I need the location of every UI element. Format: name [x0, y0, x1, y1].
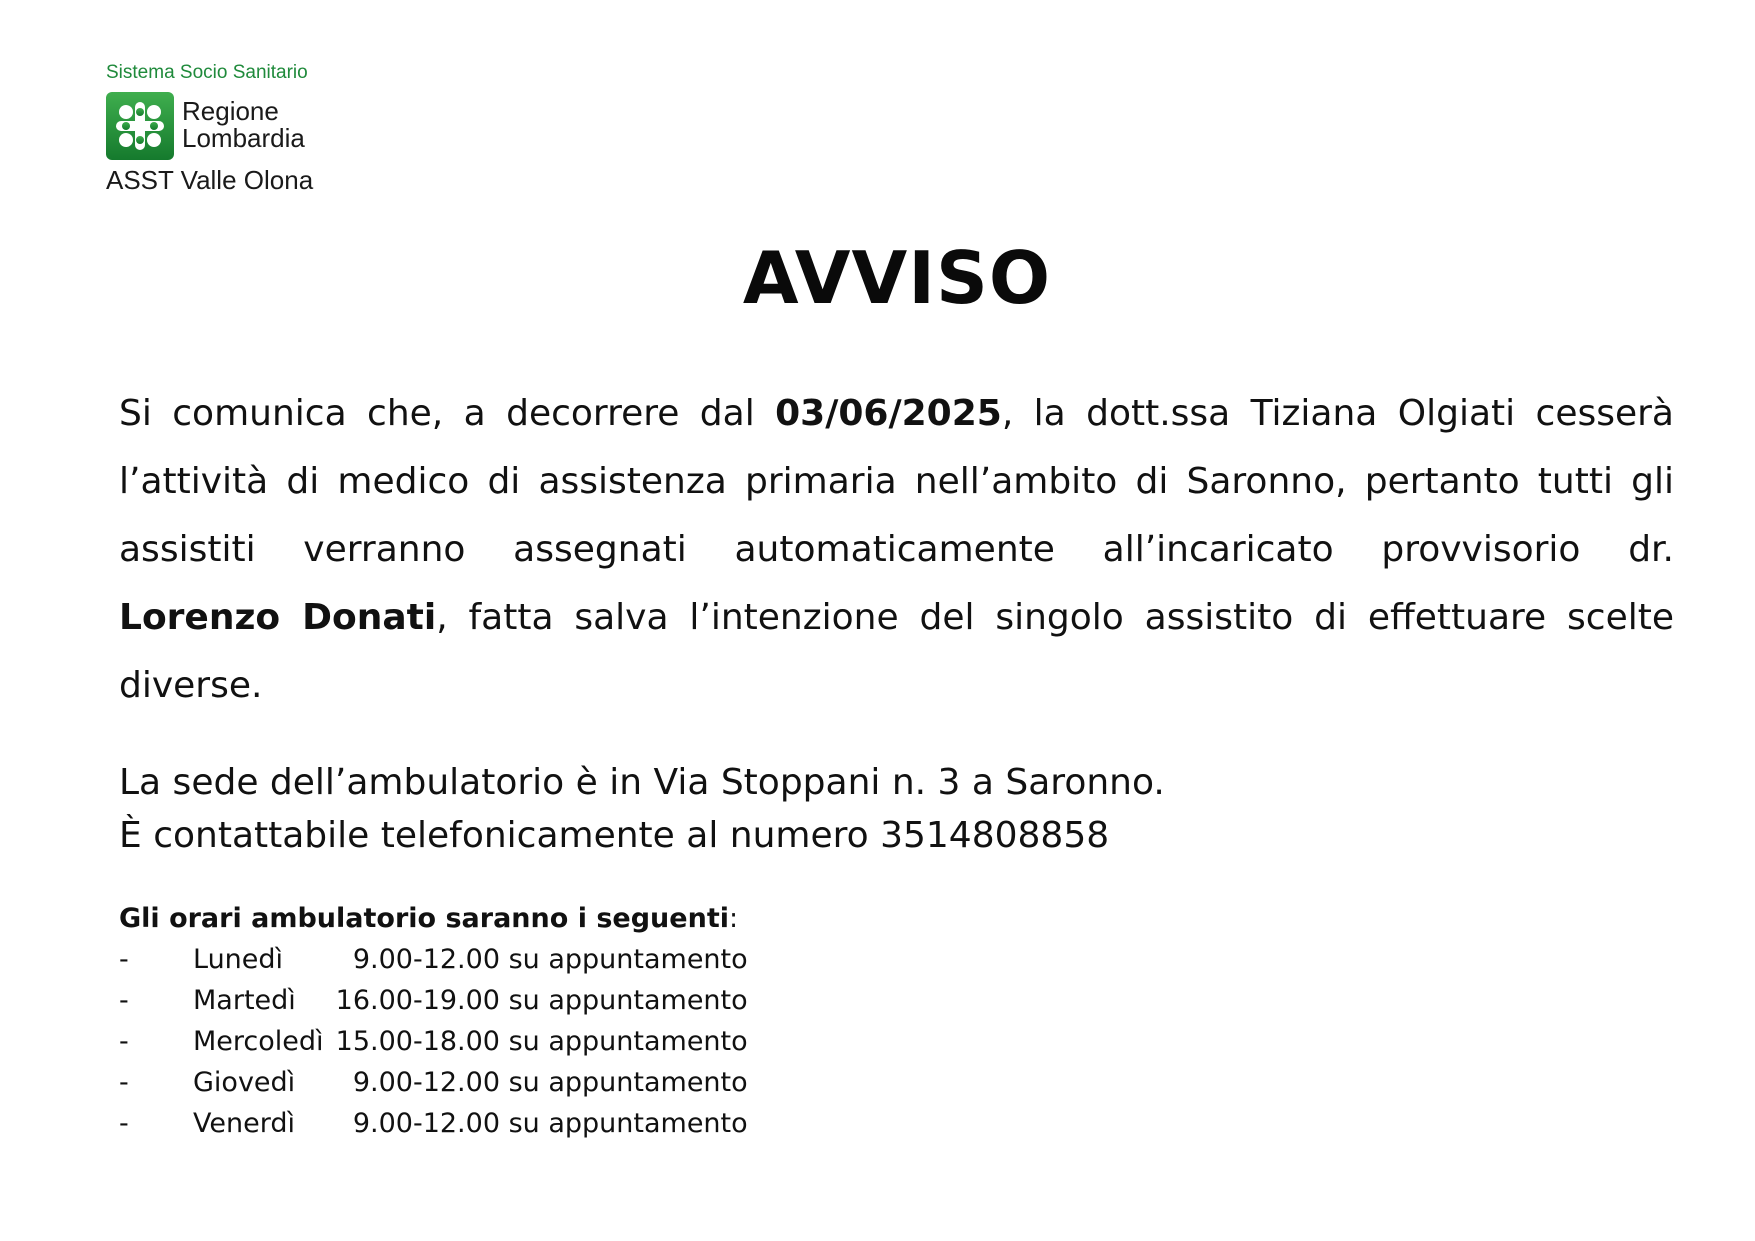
logo-region-line1: Regione: [182, 96, 279, 126]
hours-row-tuesday: [119, 980, 748, 1021]
notice-line-1: [119, 380, 1674, 448]
hours-time-value: 16.00-19.00: [335, 985, 500, 1016]
notice-line-3: assistiti verranno assegnati automaticamente all’incaricato provvisorio dr.: [119, 529, 1674, 570]
hours-time: [119, 1062, 748, 1103]
hours-title-text: Gli orari ambulatorio saranno i seguenti: [119, 903, 729, 934]
bullet-dash: -: [119, 1067, 129, 1098]
hours-note: su appuntamento: [500, 1026, 748, 1057]
hours-row-wednesday: [119, 1021, 748, 1062]
effective-date: 03/06/2025: [775, 393, 1002, 434]
address-block: [119, 756, 1165, 862]
hours-row-monday: [119, 939, 748, 980]
hours-row-thursday: [119, 1062, 748, 1103]
logo-system-label: Sistema Socio Sanitario: [106, 62, 308, 83]
hours-day: Lunedì: [193, 944, 284, 975]
hours-time: [119, 1103, 748, 1144]
asst-logo: [106, 58, 406, 208]
hours-day: Venerdì: [193, 1108, 295, 1139]
page-title: AVVISO: [742, 236, 1052, 320]
hours-time-value: 9.00-12.00: [352, 944, 500, 975]
hours-title: [119, 898, 738, 939]
hours-time: [119, 939, 748, 980]
hours-note: su appuntamento: [500, 1108, 748, 1139]
logo-region-line2: Lombardia: [182, 123, 305, 153]
address-line: La sede dell’ambulatorio è in Via Stoppani n. 3 a Saronno.: [119, 762, 1165, 803]
hours-day: Martedì: [193, 985, 296, 1016]
notice-paragraph: [119, 380, 1674, 720]
doctor-name: Lorenzo Donati: [119, 597, 437, 638]
hours-note: su appuntamento: [500, 985, 748, 1016]
bullet-dash: -: [119, 1026, 129, 1057]
hours-time: [119, 1021, 748, 1062]
hours-day: Mercoledì: [193, 1026, 324, 1057]
notice-line-4-end: , fatta salva l’intenzione del singolo assistito di effettuare scelte: [436, 597, 1674, 638]
notice-line-5: diverse.: [119, 665, 263, 706]
notice-line-4: [119, 584, 1674, 652]
bullet-dash: -: [119, 985, 129, 1016]
bullet-dash: -: [119, 944, 129, 975]
hours-time-value: 9.00-12.00: [352, 1067, 500, 1098]
hours-time: [119, 980, 748, 1021]
hours-time-value: 15.00-18.00: [335, 1026, 500, 1057]
hours-time-value: 9.00-12.00: [352, 1108, 500, 1139]
notice-line-1-start: Si comunica che, a decorrere dal: [119, 393, 755, 434]
hours-note: su appuntamento: [500, 1067, 748, 1098]
notice-line-2: l’attività di medico di assistenza primaria nell’ambito di Saronno, pertanto tutti gli: [119, 461, 1674, 502]
hours-day: Giovedì: [193, 1067, 296, 1098]
hours-note: su appuntamento: [500, 944, 748, 975]
notice-line-1-end: , la dott.ssa Tiziana Olgiati cesserà: [1001, 393, 1674, 434]
regione-lombardia-rosa-camuna-icon: [106, 92, 174, 160]
logo-region-name: [182, 98, 305, 152]
phone-line: È contattabile telefonicamente al numero 3514808858: [119, 815, 1110, 856]
hours-title-colon: :: [728, 903, 739, 934]
hours-block: [119, 898, 748, 1144]
bullet-dash: -: [119, 1108, 129, 1139]
hours-row-friday: [119, 1103, 748, 1144]
logo-asst-name: ASST Valle Olona: [106, 165, 314, 195]
